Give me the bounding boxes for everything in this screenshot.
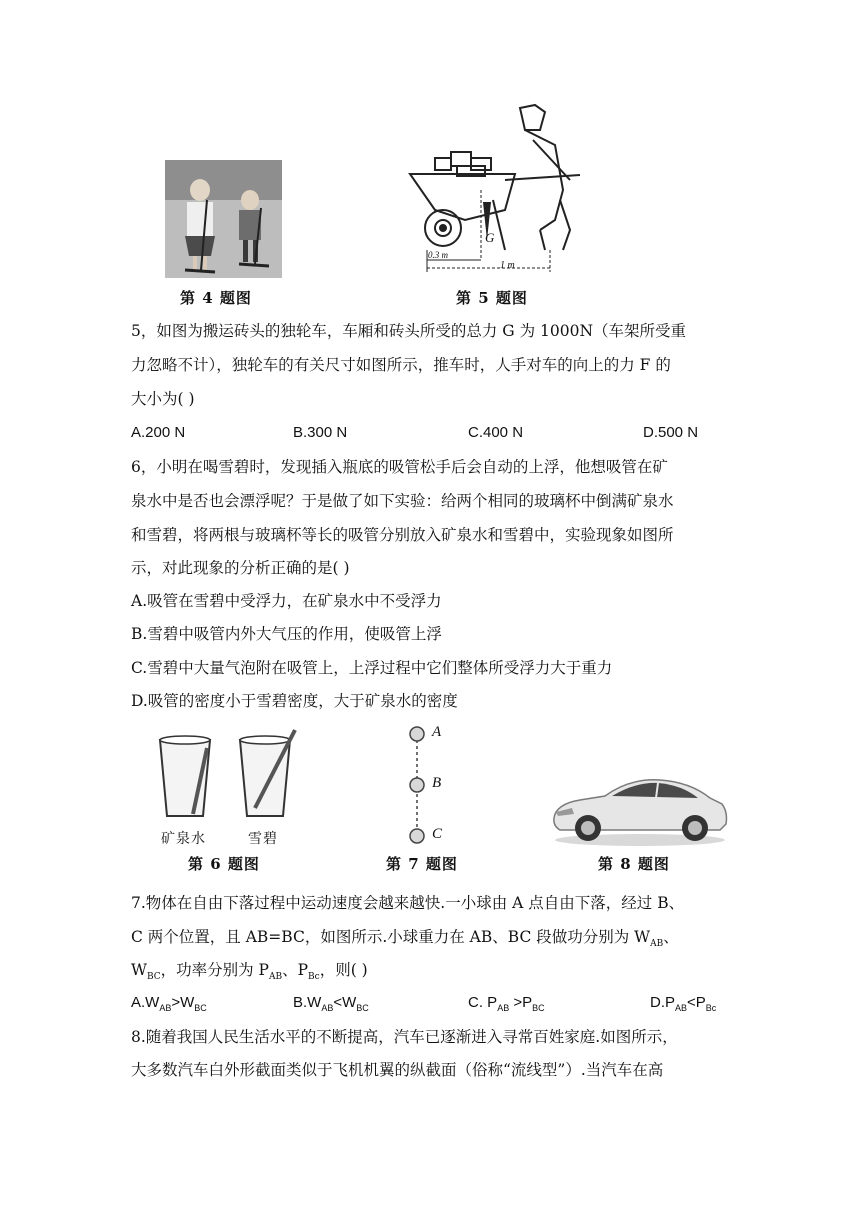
- fig4-photo: [165, 160, 282, 278]
- q7-d-4: Bc: [705, 1003, 717, 1013]
- q7-line-2-text: C 两个位置，且 AB=BC，如图所示.小球重力在 AB、BC 段做功分别为 W: [131, 928, 651, 946]
- q5-line-2: 力忽略不计），独轮车的有关尺寸如图所示，推车时，人手对车的向上的力 F 的: [131, 356, 671, 374]
- fig7-label-c: C: [432, 826, 443, 842]
- q6-line-3: 和雪碧，将两根与玻璃杯等长的吸管分别放入矿泉水和雪碧中，实验现象如图所: [131, 526, 674, 544]
- q7-line-3-a: W: [131, 961, 147, 979]
- q6-option-b: B.雪碧中吸管内外大气压的作用，使吸管上浮: [131, 625, 442, 643]
- fig8-caption: 第 8 题图: [598, 855, 670, 873]
- q7-option-d: [650, 994, 716, 1013]
- fig7-ball-b: [410, 778, 424, 792]
- q7-line-2-sub: AB: [650, 939, 664, 950]
- fig7-caption: 第 7 题图: [386, 855, 458, 873]
- q7-line-3-b: ，功率分别为 P: [160, 961, 269, 979]
- fig7-ball-a: [410, 727, 424, 741]
- q7-line-3-sub3: Bc: [308, 972, 320, 983]
- q7-d-2: AB: [675, 1003, 688, 1013]
- fig7-label-a: A: [432, 724, 442, 740]
- q7-line-2: [131, 927, 679, 954]
- q7-line-3-d: ，则( ): [319, 961, 368, 979]
- q5-option-d: D.500 N: [643, 424, 699, 441]
- q7-option-b: [293, 994, 369, 1013]
- fig4-caption: 第 4 题图: [180, 289, 252, 307]
- q7-c-4: BC: [532, 1003, 545, 1013]
- q7-line-3-sub1: BC: [146, 972, 161, 983]
- q7-b-4: BC: [356, 1003, 369, 1013]
- q7-d-3: <P: [687, 994, 706, 1011]
- q6-option-c: C.雪碧中大量气泡附在吸管上，上浮过程中它们整体所受浮力大于重力: [131, 659, 613, 677]
- q6-option-a: A.吸管在雪碧中受浮力，在矿泉水中不受浮力: [131, 592, 442, 610]
- q7-d-1: D.P: [650, 994, 676, 1011]
- q7-a-3: >W: [171, 994, 195, 1011]
- fig6-glasses-diagram: [155, 728, 305, 828]
- q6-option-d: D.吸管的密度小于雪碧密度，大于矿泉水的密度: [131, 692, 458, 710]
- fig6-caption: 第 6 题图: [188, 855, 260, 873]
- q7-b-1: B.W: [293, 994, 322, 1011]
- q7-c-3: >P: [509, 994, 533, 1011]
- q6-line-4: 示，对此现象的分析正确的是( ): [131, 559, 350, 577]
- q7-a-4: BC: [194, 1003, 207, 1013]
- fig5-dim-large: 1 m: [500, 260, 515, 271]
- q7-option-a: [131, 994, 207, 1013]
- fig5-label-g: G: [485, 230, 495, 245]
- q7-option-c: [468, 994, 545, 1013]
- q7-c-2: AB: [497, 1003, 510, 1013]
- q5-option-a: A.200 N: [131, 424, 186, 441]
- q8-line-1: 8.随着我国人民生活水平的不断提高，汽车已逐渐进入寻常百姓家庭.如图所示，: [131, 1028, 678, 1046]
- fig6-label-sprite: 雪碧: [248, 831, 278, 847]
- q7-line-3-c: 、P: [282, 961, 309, 979]
- q7-line-3-sub2: AB: [268, 972, 283, 983]
- q7-a-1: A.W: [131, 994, 160, 1011]
- q7-c-1: C. P: [468, 994, 498, 1011]
- fig7-points-diagram: [405, 722, 435, 847]
- q7-a-2: AB: [159, 1003, 172, 1013]
- q7-line-3: [131, 960, 368, 987]
- fig5-dim-small: 0.3 m: [428, 250, 448, 260]
- q7-b-2: AB: [321, 1003, 334, 1013]
- fig7-label-b: B: [432, 775, 442, 791]
- q5-line-1: 5，如图为搬运砖头的独轮车，车厢和砖头所受的总力 G 为 1000N（车架所受重: [131, 322, 687, 340]
- fig5-caption: 第 5 题图: [456, 289, 528, 307]
- fig7-ball-c: [410, 829, 424, 843]
- q7-line-1: 7.物体在自由下落过程中运动速度会越来越快.一小球由 A 点自由下落，经过 B、: [131, 894, 685, 912]
- q6-line-1: 6，小明在喝雪碧时，发现插入瓶底的吸管松手后会自动的上浮，他想吸管在矿: [131, 458, 668, 476]
- q7-line-2-end: 、: [663, 928, 679, 946]
- fig8-car-image: [550, 768, 730, 848]
- q6-line-2: 泉水中是否也会漂浮呢？于是做了如下实验：给两个相同的玻璃杯中倒满矿泉水: [131, 492, 674, 510]
- q5-option-b: B.300 N: [293, 424, 348, 441]
- q5-line-3: 大小为( ): [131, 390, 195, 408]
- q5-option-c: C.400 N: [468, 424, 524, 441]
- q7-b-3: <W: [333, 994, 357, 1011]
- q8-line-2: 大多数汽车白外形截面类似于飞机机翼的纵截面（俗称“流线型”）.当汽车在高: [131, 1061, 664, 1079]
- fig6-label-mineral-water: 矿泉水: [161, 831, 206, 847]
